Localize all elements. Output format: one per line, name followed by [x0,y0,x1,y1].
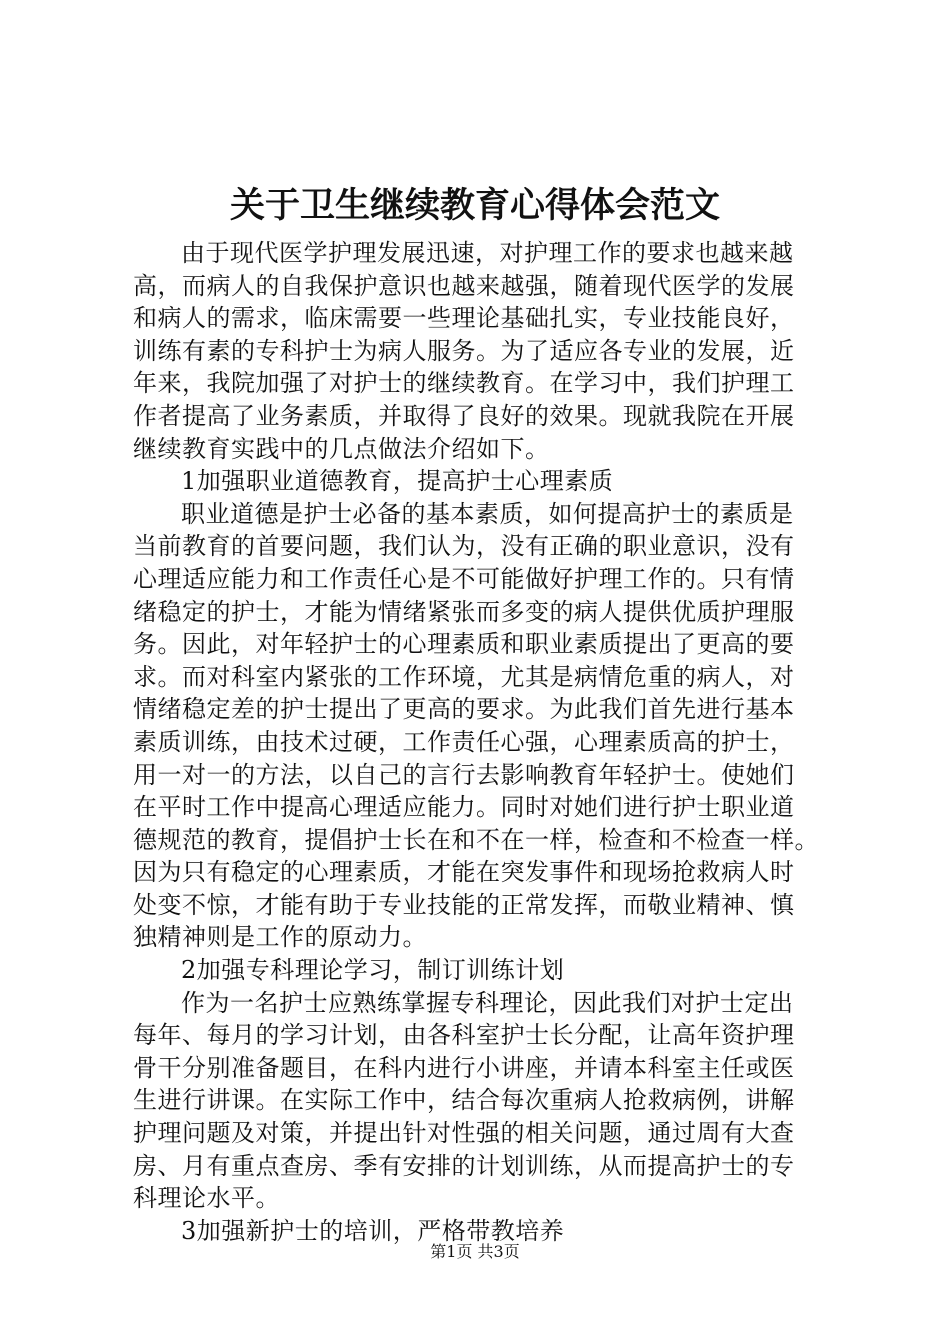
paragraph-line: 作为一名护士应熟练掌握专科理论，因此我们对护士定出 [181,988,794,1017]
paragraph-line: 职业道德是护士必备的基本素质，如何提高护士的素质是 [181,499,794,528]
paragraph-line: 求。而对科室内紧张的工作环境，尤其是病情危重的病人，对 [133,662,795,691]
paragraph-line: 心理适应能力和工作责任心是不可能做好护理工作的。只有情 [133,564,795,593]
paragraph-line: 因为只有稳定的心理素质，才能在突发事件和现场抢救病人时 [133,858,795,887]
paragraph-line: 每年、每月的学习计划，由各科室护士长分配，让高年资护理 [133,1021,795,1050]
paragraph-line: 务。因此，对年轻护士的心理素质和职业素质提出了更高的要 [133,630,795,659]
paragraph-line: 处变不惊，才能有助于专业技能的正常发挥，而敬业精神、慎 [133,890,795,919]
section-heading: 3加强新护士的培训，严格带教培养 [181,1216,565,1245]
paragraph-line: 高，而病人的自我保护意识也越来越强，随着现代医学的发展 [133,271,795,300]
paragraph-line: 在平时工作中提高心理适应能力。同时对她们进行护士职业道 [133,793,795,822]
paragraph-line: 作者提高了业务素质，并取得了良好的效果。现就我院在开展 [133,401,795,430]
paragraph-line: 训练有素的专科护士为病人服务。为了适应各专业的发展，近 [133,336,795,365]
paragraph-line: 继续教育实践中的几点做法介绍如下。 [133,434,550,463]
paragraph-line: 年来，我院加强了对护士的继续教育。在学习中，我们护理工 [133,369,795,398]
paragraph-line: 用一对一的方法，以自己的言行去影响教育年轻护士。使她们 [133,760,795,789]
paragraph-line: 房、月有重点查房、季有安排的计划训练，从而提高护士的专 [133,1151,795,1180]
paragraph-line: 骨干分别准备题目，在科内进行小讲座，并请本科室主任或医 [133,1053,795,1082]
paragraph-line: 素质训练，由技术过硬，工作责任心强，心理素质高的护士， [133,727,795,756]
section-heading: 2加强专科理论学习，制订训练计划 [181,956,565,985]
paragraph-line: 德规范的教育，提倡护士长在和不在一样，检查和不检查一样。 [133,825,819,854]
document-body [133,237,853,1247]
paragraph-line: 由于现代医学护理发展迅速，对护理工作的要求也越来越 [181,239,794,267]
paragraph-line: 绪稳定的护士，才能为情绪紧张而多变的病人提供优质护理服 [133,597,795,626]
paragraph-line: 独精神则是工作的原动力。 [133,923,427,952]
paragraph-line: 生进行讲课。在实际工作中，结合每次重病人抢救病例，讲解 [133,1086,795,1115]
paragraph-line: 和病人的需求，临床需要一些理论基础扎实，专业技能良好， [133,304,795,333]
paragraph-line: 当前教育的首要问题，我们认为，没有正确的职业意识，没有 [133,532,795,561]
paragraph-line: 情绪稳定差的护士提出了更高的要求。为此我们首先进行基本 [133,695,795,724]
paragraph-line: 科理论水平。 [133,1184,280,1213]
section-heading: 1加强职业道德教育，提高护士心理素质 [181,467,614,496]
page-footer: 第1页 共3页 [430,1242,520,1261]
paragraph-line: 护理问题及对策，并提出针对性强的相关问题，通过周有大查 [133,1119,795,1148]
document-title: 关于卫生继续教育心得体会范文 [229,185,720,226]
